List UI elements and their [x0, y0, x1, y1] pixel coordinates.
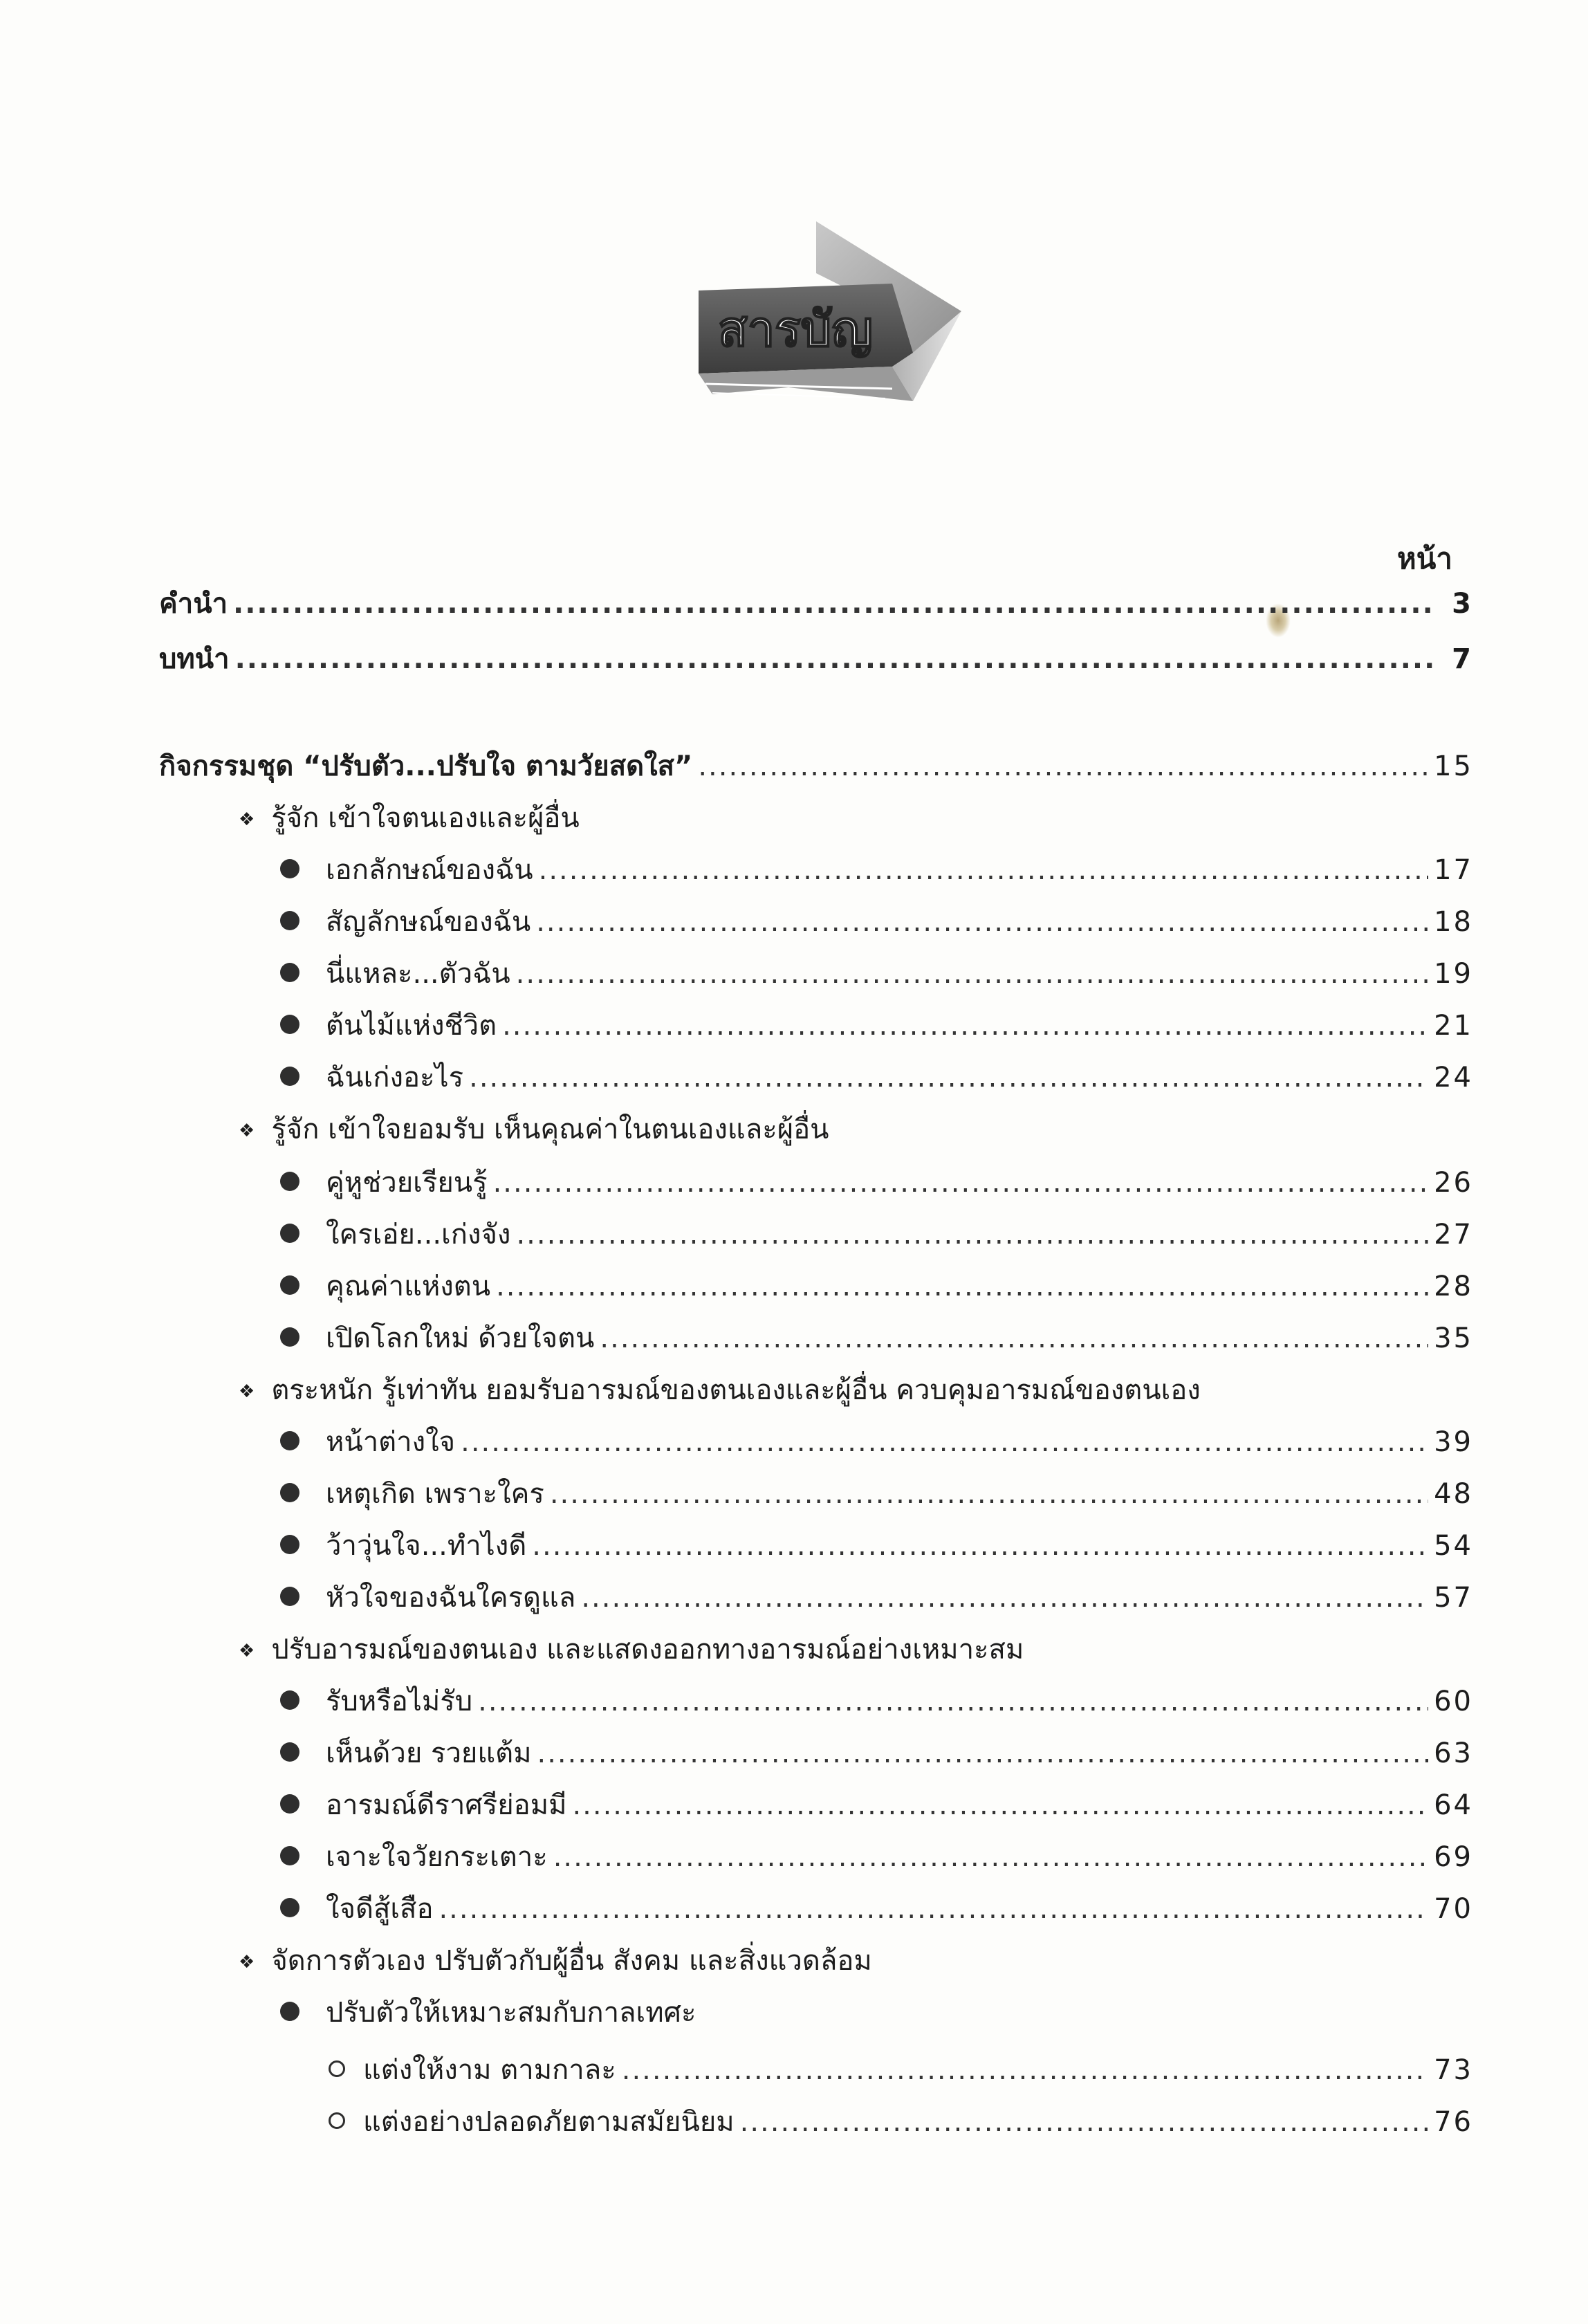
bullet-icon — [280, 1067, 299, 1086]
toc-entry[interactable]: ว้าวุ่นใจ...ทำไงดี ..... 54 — [280, 1527, 1473, 1565]
leader-dots — [539, 851, 1428, 889]
toc-page: 3 — [1452, 588, 1473, 620]
toc-arrow-logo — [685, 208, 975, 436]
bullet-icon — [280, 1794, 299, 1814]
leader-dots — [478, 1682, 1428, 1721]
section-title: ❖ ตระหนัก รู้เท่าทัน ยอมรับอารมณ์ของตนเองและผู้อื่น ควบคุมอารมณ์ของตนเอง — [239, 1371, 1201, 1411]
toc-entry[interactable]: ใจดีสู้เสือ ..... 70 — [280, 1890, 1473, 1928]
leader-dots — [496, 1267, 1428, 1306]
toc-entry[interactable]: ใครเอ่ย...เก่งจัง ..... 27 — [280, 1215, 1473, 1254]
toc-entry[interactable]: ต้นไม้แห่งชีวิต ..... 21 — [280, 1006, 1473, 1045]
section-title: ❖ รู้จัก เข้าใจยอมรับ เห็นคุณค่าในตนเองและผู้อื่น — [239, 1110, 829, 1150]
bullet-icon — [280, 1224, 299, 1243]
leader-dots — [233, 584, 1434, 623]
section-title: ❖ จัดการตัวเอง ปรับตัวกับผู้อื่น สังคม และสิ่งแวดล้อม — [239, 1942, 872, 1982]
toc-entry[interactable]: เจาะใจวัยกระเตาะ ..... 69 — [280, 1838, 1473, 1876]
leader-dots — [550, 1475, 1428, 1513]
leader-dots — [537, 1734, 1428, 1773]
diamond-bullet-icon: ❖ — [239, 1381, 255, 1402]
leader-dots — [536, 903, 1428, 941]
toc-page: 7 — [1452, 643, 1473, 675]
hollow-bullet-icon — [329, 2060, 345, 2077]
toc-page: 15 — [1434, 750, 1473, 782]
toc-entry-activity-set[interactable] — [159, 747, 1473, 786]
leader-dots — [532, 1527, 1428, 1565]
bullet-icon — [280, 1483, 299, 1502]
toc-entry[interactable]: แต่งให้งาม ตามกาละ ..... 73 — [329, 2051, 1473, 2090]
bullet-icon — [280, 1587, 299, 1606]
bullet-icon — [280, 1431, 299, 1450]
bullet-icon — [280, 859, 299, 878]
toc-entry[interactable]: สัญลักษณ์ของฉัน ..... 18 — [280, 903, 1473, 941]
toc-entry[interactable]: เอกลักษณ์ของฉัน ..... 17 — [280, 851, 1473, 889]
leader-dots — [600, 1319, 1428, 1358]
toc-entry[interactable]: รับหรือไม่รับ ..... 60 — [280, 1682, 1473, 1721]
bullet-icon — [280, 1535, 299, 1554]
toc-entry-foreword[interactable] — [159, 584, 1473, 623]
section-title: ❖ ปรับอารมณ์ของตนเอง และแสดงออกทางอารมณ์อย่างเหมาะสม — [239, 1630, 1024, 1670]
toc-entry[interactable]: เห็นด้วย รวยแต้ม ..... 63 — [280, 1734, 1473, 1773]
diamond-bullet-icon: ❖ — [239, 1641, 255, 1661]
bullet-icon — [280, 1898, 299, 1917]
toc-entry[interactable]: คู่หูช่วยเรียนรู้ ..... 26 — [280, 1163, 1473, 1202]
leader-dots — [516, 1215, 1428, 1254]
leader-dots — [502, 1006, 1428, 1045]
bullet-icon — [280, 1742, 299, 1762]
leader-dots — [740, 2103, 1428, 2141]
leader-dots — [461, 1423, 1428, 1461]
section-title: ❖ รู้จัก เข้าใจตนเองและผู้อื่น — [239, 799, 580, 839]
bullet-icon — [280, 911, 299, 930]
bullet-icon — [280, 1690, 299, 1710]
leader-dots — [622, 2051, 1428, 2090]
leader-dots — [553, 1838, 1428, 1876]
leader-dots — [235, 640, 1434, 679]
toc-group-title: ปรับตัวให้เหมาะสมกับกาลเทศะ — [280, 1993, 696, 2032]
leader-dots — [572, 1786, 1428, 1825]
leader-dots — [698, 747, 1428, 786]
diamond-bullet-icon: ❖ — [239, 809, 255, 830]
bullet-icon — [280, 963, 299, 982]
toc-entry[interactable]: หน้าต่างใจ ..... 39 — [280, 1423, 1473, 1461]
hollow-bullet-icon — [329, 2112, 345, 2129]
toc-entry[interactable]: ฉันเก่งอะไร ..... 24 — [280, 1058, 1473, 1097]
bullet-icon — [280, 1327, 299, 1347]
toc-entry[interactable]: อารมณ์ดีราศรีย่อมมี ..... 64 — [280, 1786, 1473, 1825]
toc-entry-introduction[interactable] — [159, 640, 1473, 679]
leader-dots — [469, 1058, 1428, 1097]
toc-entry[interactable]: แต่งอย่างปลอดภัยตามสมัยนิยม ..... 76 — [329, 2103, 1473, 2141]
toc-label: คำนำ — [159, 588, 228, 620]
diamond-bullet-icon: ❖ — [239, 1952, 255, 1973]
diamond-bullet-icon: ❖ — [239, 1120, 255, 1141]
leader-dots — [581, 1578, 1428, 1617]
logo-title: สารบัญ — [718, 301, 873, 358]
bullet-icon — [280, 1015, 299, 1034]
bullet-icon — [280, 1275, 299, 1295]
toc-entry[interactable]: คุณค่าแห่งตน ..... 28 — [280, 1267, 1473, 1306]
toc-label: บทนำ — [159, 643, 230, 675]
leader-dots — [516, 954, 1428, 993]
page-column-header: หน้า — [1397, 542, 1452, 575]
toc-entry[interactable]: นี่แหละ...ตัวฉัน ..... 19 — [280, 954, 1473, 993]
toc-entry[interactable]: หัวใจของฉันใครดูแล ..... 57 — [280, 1578, 1473, 1617]
toc-label: กิจกรรมชุด “ปรับตัว...ปรับใจ ตามวัยสดใส” — [159, 750, 693, 782]
leader-dots — [438, 1890, 1428, 1928]
toc-entry[interactable]: เปิดโลกใหม่ ด้วยใจตน ..... 35 — [280, 1319, 1473, 1358]
leader-dots — [493, 1163, 1429, 1202]
bullet-icon — [280, 1172, 299, 1191]
bullet-icon — [280, 2002, 299, 2021]
toc-entry[interactable]: เหตุเกิด เพราะใคร ..... 48 — [280, 1475, 1473, 1513]
bullet-icon — [280, 1846, 299, 1865]
